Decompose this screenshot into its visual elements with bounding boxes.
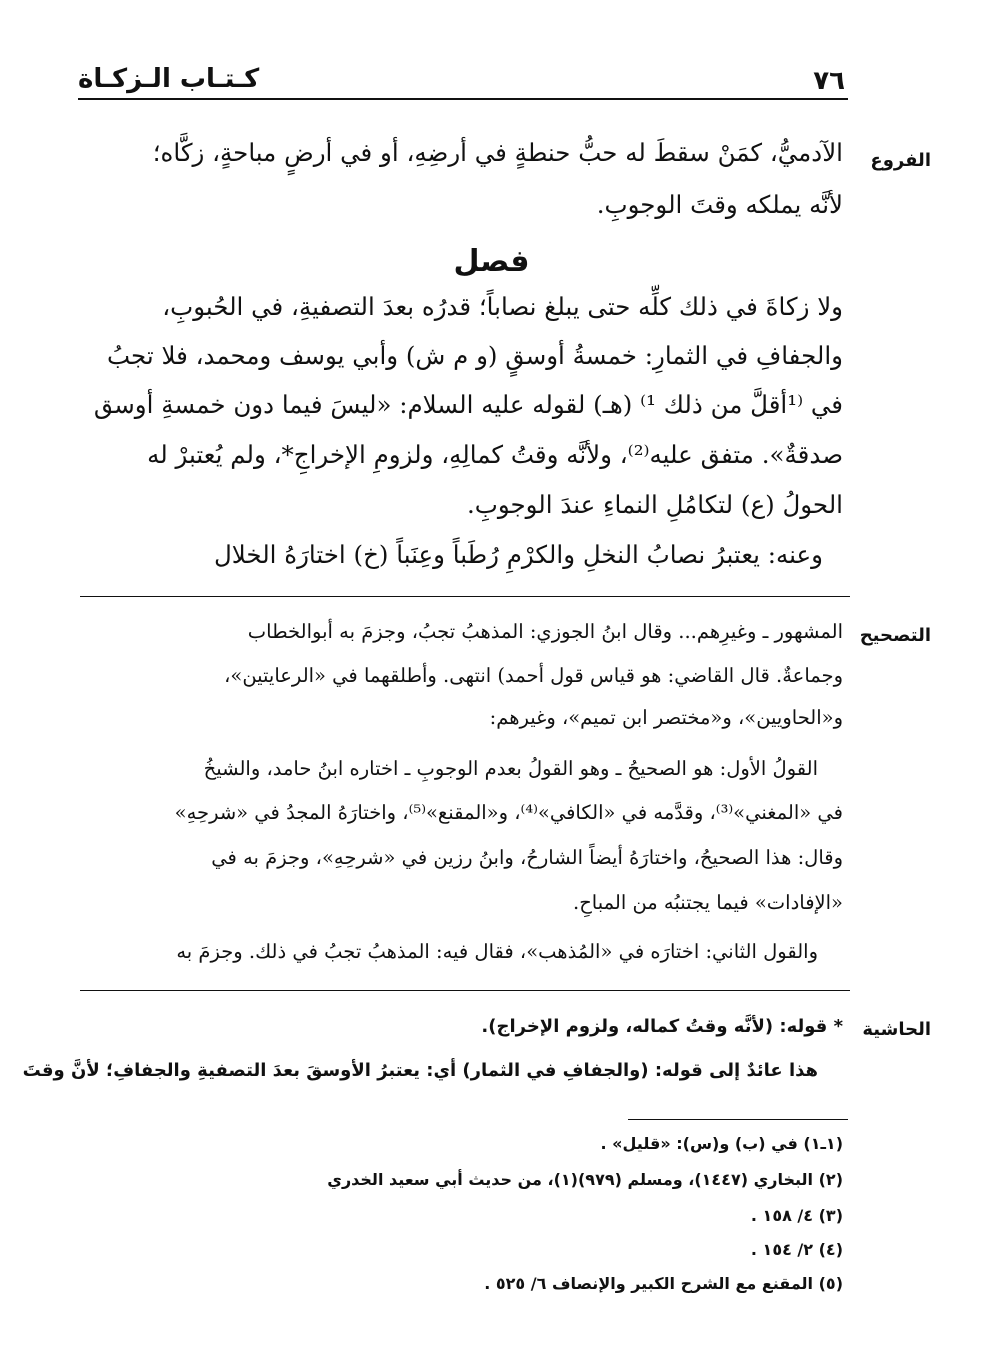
footnote: (٢) البخاري (١٤٤٧)، ومسلم (٩٧٩)(١)، من حديث أبي سعيد الخدري bbox=[327, 1170, 843, 1189]
footnote: (٣) ٤/ ١٥٨ . bbox=[750, 1206, 843, 1225]
tashih-line: في «المغني»⁽³⁾، وقدَّمه في «الكافي»⁽⁴⁾، و«المقنع»⁽⁵⁾، واختارَهُ المجدُ في «شرحِهِ» bbox=[174, 801, 843, 824]
main-line: والجفافِ في الثمارِ: خمسةُ أوسقٍ (و م ش) وأبي يوسف ومحمد، فلا تجبُ bbox=[106, 341, 843, 370]
hashiya-line: * قوله: (لأنَّه وقتُ كماله، ولزوم الإخراج). bbox=[481, 1016, 843, 1037]
header-divider bbox=[78, 98, 848, 100]
section-label-hashiya: الحاشية bbox=[862, 1019, 931, 1040]
footnote: (١ـ١) في (ب) و(س): «قليل» . bbox=[600, 1134, 843, 1153]
footnote-divider bbox=[628, 1119, 848, 1120]
tashih-line: القولُ الأول: هو الصحيحُ ـ وهو القولُ بعدم الوجوبِ ـ اختاره ابنُ حامد، والشيخُ bbox=[203, 757, 818, 780]
section-label-furu: الفروع bbox=[870, 150, 931, 171]
main-line: الآدميُّ، كمَنْ سقطَ له حبُّ حنطةٍ في أرضِهِ، أو في أرضٍ مباحةٍ، زكَّاه؛ bbox=[152, 138, 843, 167]
section-divider bbox=[80, 596, 850, 597]
page-number: ٧٦ bbox=[813, 66, 845, 96]
hashiya-line: هذا عائدٌ إلى قوله: (والجفافِ في الثمار) أي: يعتبرُ الأوسقَ بعدَ التصفيةِ والجفافِ؛ لأنَّ وقتَ bbox=[22, 1060, 818, 1081]
tashih-line: المشهور ـ وغيرِهم... وقال ابنُ الجوزي: المذهبُ تجبُ، وجزمَ به أبوالخطاب bbox=[247, 620, 843, 643]
footnote: (٤) ٢/ ١٥٤ . bbox=[750, 1240, 843, 1259]
main-line: وعنه: يعتبرُ نصابُ النخلِ والكرْمِ رُطَباً وعِنَباً (خ) اختارَهُ الخلال bbox=[213, 540, 823, 569]
section-divider bbox=[80, 990, 850, 991]
section-heading: فصل bbox=[453, 244, 530, 279]
tashih-line: و«الحاويين»، و«مختصر ابن تميم»، وغيرهم: bbox=[489, 706, 843, 729]
tashih-line: والقول الثاني: اختارَه في «المُذهب»، فقال فيه: المذهبُ تجبُ في ذلك. وجزمَ به bbox=[176, 940, 818, 963]
main-line: ولا زكاةَ في ذلك كلِّه حتى يبلغ نصاباً؛ قدرُه بعدَ التصفيةِ، في الحُبوبِ، bbox=[162, 292, 843, 321]
tashih-line: «الإفادات» فيما يجتنبُه من المباحِ. bbox=[573, 891, 843, 914]
main-line: الحولُ (ع) لتكامُلِ النماءِ عندَ الوجوبِ. bbox=[466, 490, 843, 519]
book-title: كـتـاب الـزكـاة bbox=[78, 64, 260, 94]
tashih-line: وجماعةٌ. قال القاضي: هو قياس قول أحمد) انتهى. وأطلقهما في «الرعايتين»، bbox=[224, 664, 843, 687]
tashih-line: وقال: هذا الصحيحُ، واختارَهُ أيضاً الشارحُ، وابنُ رزين في «شرحِهِ»، وجزمَ به في bbox=[211, 846, 843, 869]
main-line: لأنَّه يملكه وقتَ الوجوبِ. bbox=[596, 190, 843, 219]
main-line: صدقةٌ». متفق عليه⁽²⁾، ولأنَّه وقتُ كمالِهِ، ولزومِ الإخراجِ*، ولم يُعتبرْ له bbox=[147, 440, 843, 469]
footnote: (٥) المقنع مع الشرح الكبير والإنصاف ٦/ ٥٢٥ . bbox=[484, 1274, 843, 1293]
section-label-tashih: التصحيح bbox=[859, 625, 931, 646]
main-line: في ⁽¹أقلَّ من ذلك ¹⁾ (هـ) لقوله عليه السلام: «ليسَ فيما دون خمسةِ أوسق bbox=[93, 390, 843, 419]
